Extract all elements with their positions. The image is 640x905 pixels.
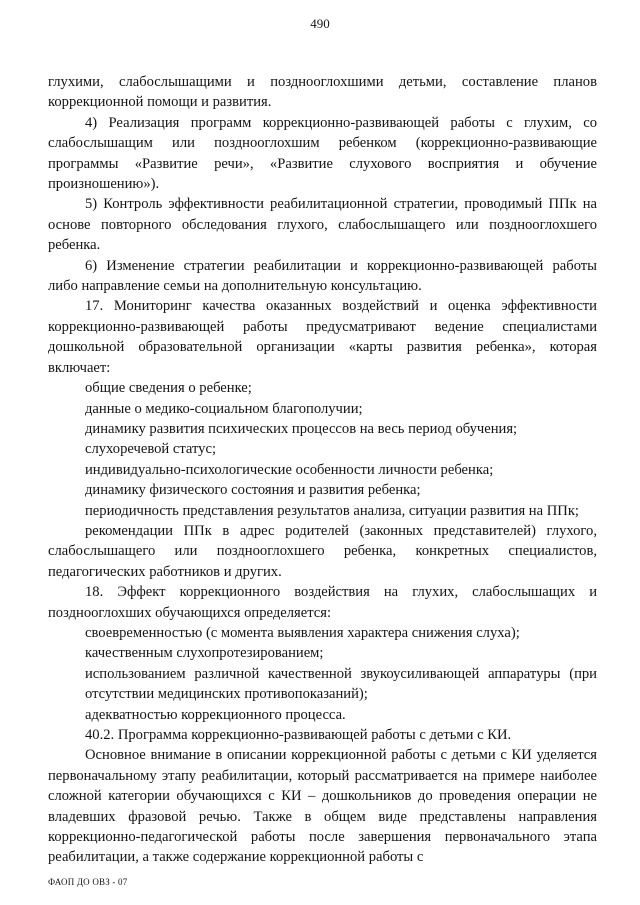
list-item: слухоречевой статус;: [85, 441, 217, 458]
list-item: качественным слухопротезированием;: [85, 645, 324, 662]
page-number: 490: [310, 16, 330, 31]
paragraph: Основное внимание в описании коррекционной работы с детьми с КИ уделяется первоначальному этапу реабилитации, который рассматривается на примере наиболее сложной категории обучающихся с КИ – дошкольников до проведения операции не владевших фразовой речью. Также в общем виде представлены направления коррекционно-педагогической работы после завершения первоначального этапа реабилитации, а также содержание коррекционной работы с: [48, 747, 597, 866]
paragraph: глухими, слабослышащими и позднооглохшими детьми, составление планов коррекционной помощи и развития.: [48, 74, 597, 111]
paragraph: рекомендации ППк в адрес родителей (законных представителей) глухого, слабослышащего или позднооглохшего ребенка, конкретных специалистов, педагогических работников и других.: [48, 522, 597, 580]
list-item: индивидуально-психологические особенности личности ребенка;: [85, 461, 494, 478]
paragraph: 17. Мониторинг качества оказанных воздействий и оценка эффективности коррекционно-развивающей работы предусматривают ведение специалистами дошкольной образовательной организации «карты развития ребенка», которая включает:: [48, 298, 597, 376]
section-heading: 40.2. Программа коррекционно-развивающей работы с детьми с КИ.: [85, 727, 512, 743]
paragraph: 5) Контроль эффективности реабилитационной стратегии, проводимый ППк на основе повторного обследования глухого, слабослышащего или позднооглохшего ребенка.: [48, 196, 597, 254]
list-item: использованием различной качественной звукоусиливающей аппаратуры (при отсутствии медицинских противопоказаний);: [85, 665, 597, 703]
list-item: данные о медико-социальном благополучии;: [85, 400, 363, 417]
footer-code: ФАОП ДО ОВЗ - 07: [48, 877, 128, 887]
body-text: [48, 72, 597, 868]
paragraph: 4) Реализация программ коррекционно-развивающей работы с глухим, со слабослышащим или позднооглохшим ребенком (коррекционно-развивающие программы «Развитие речи», «Развитие слухового восприятия и обучение произношению»).: [48, 114, 597, 193]
list-item: своевременностью (с момента выявления характера снижения слуха);: [85, 624, 520, 641]
list-item: адекватностью коррекционного процесса.: [85, 706, 346, 723]
paragraph: 6) Изменение стратегии реабилитации и коррекционно-развивающей работы либо направление семьи на дополнительную консультацию.: [48, 257, 597, 295]
list-item: периодичность представления результатов анализа, ситуации развития на ППк;: [85, 502, 579, 519]
list-item: динамику развития психических процессов на весь период обучения;: [85, 420, 518, 437]
paragraph: 18. Эффект коррекционного воздействия на глухих, слабослышащих и позднооглохших обучающихся определяется:: [48, 584, 597, 621]
list-item: общие сведения о ребенке;: [85, 380, 252, 397]
list-item: динамику физического состояния и развития ребенка;: [85, 482, 421, 499]
